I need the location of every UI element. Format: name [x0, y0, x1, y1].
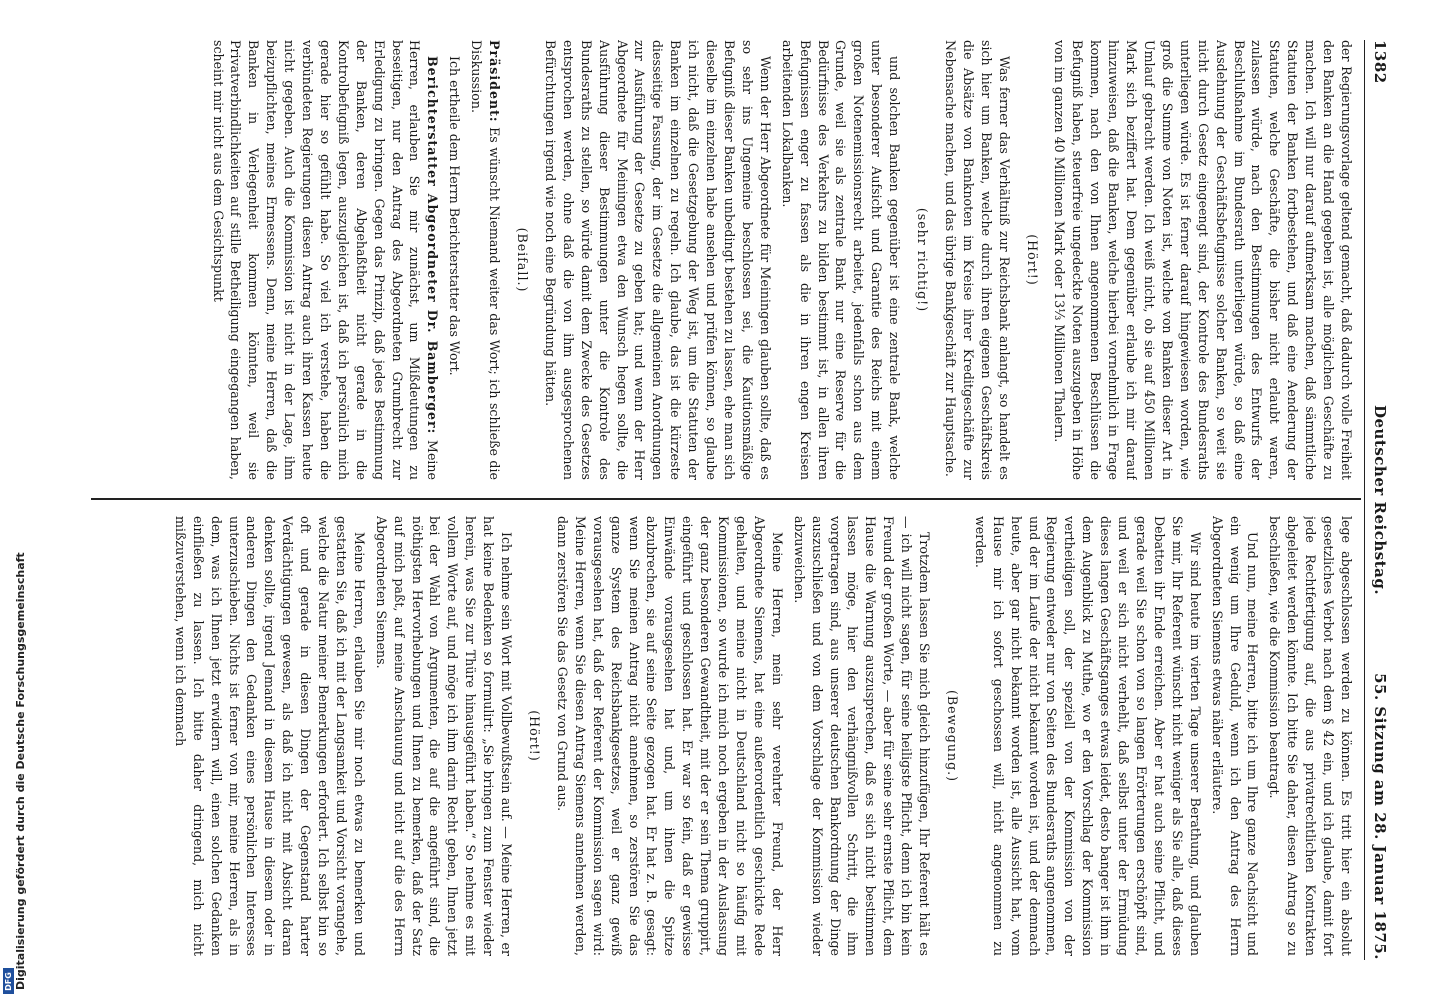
- header-rule: [1364, 40, 1365, 960]
- stage-direction: (Beifall.): [515, 227, 531, 293]
- paragraph: [467, 40, 503, 480]
- paragraph-text: Meine Herren, erlauben Sie mir noch etwas zu bemerken und gestatten Sie, daß ich mit der Langsamkeit und Vorsicht vorangehe, welche die Natur meiner Bemerkungen erfordert. Ich selbst bin so oft und gerade in diesen Dingen der Gegenstand harter Verdächtigungen gewesen, als daß ich nicht mit Absicht daran denken sollte, irgend Jemand in diesem Hause in diesem oder in anderen Dingen den Gedanken eines persönlichen Interesses unterzuschieben. Nichts ist ferner von mir, meine Herren, als in dem, was ich Ihnen jetzt erwidern will, einen solchen Gedanken einfließen zu lassen. Ich bitte daher dringend, mich nicht mißzuverstehen, wenn ich demnach: [172, 516, 367, 956]
- paragraph: [553, 516, 786, 956]
- right-column: [95, 516, 1355, 956]
- stage-direction: (Hört!): [527, 710, 543, 762]
- dfg-logo-text: DFG: [4, 971, 14, 991]
- paragraph: [778, 40, 903, 480]
- speaker-name: Präsident:: [487, 40, 503, 123]
- paragraph-text: und solchen Banken gegenüber ist eine zentrale Bank, welche unter besonderer Aufsicht und Garantie des Reichs mit einem großen Notenemissionsrecht arbeitet, jedenfalls schon aus dem Grunde, weil sie als zentrale Bank nur eine Reserve für die Bedürfnisse des Verkehrs zu bilden bestimmt ist, in allen ihren Befugnissen enger zu fassen als die in ihren engen Kreisen arbeitenden Lokalbanken.: [779, 40, 903, 480]
- paragraph-text: Meine Herren, erlauben Sie mir zunächst, um Mißdeutungen zu beseitigen, nur den Antrag des Abgeordneten Grumbrecht zur Erledigung zu bringen. Gegen das Prinzip, daß jedes Bestimmung der Banken, deren Abgehaßtheit nicht gerade in die Kontrolbefugniß legen, auszugleichen ist, daß ich persönlich mich gerade hier so gefühlt habe. So viel ich verstehe, haben die verbündeten Regierungen diesen Antrag auch ihren Kassen heute nicht gegeben. Auch die Kommission ist nicht in der Lage, ihm beizupflichten, meines Ermessens. Denn, meine Herren, daß die Banken in Verlegenheit kommen könnten, weil sie Privatverbindlichkeiten auf stille Betheiligung eingegangen haben, scheint mir nicht aus dem Gesichtspunkt: [210, 40, 441, 480]
- rotated-page-content: [75, 40, 1395, 960]
- header-title: Deutscher Reichstag.: [1371, 404, 1389, 596]
- stage-direction: (Bewegung.): [944, 689, 960, 783]
- paragraph-text: Ich nehme sein Wort mit Vollbewußtsein auf. — Meine Herren, er hat keine Bedenken so formulirt: „Sie bringen zum Fenster wieder herein, was Sie zur Thüre hinausgeführt haben.“ So nehme es mit vollem Worte auf, und möge ich ihm darin Recht geben, Ihnen jetzt bei der Wahl von Argumenten, die auf die angeführt sind, die nöthigsten Hervorhebungen und Ihnen zu bemerken, daß der Satz auf mich paßt, auf meine Anschauung und nicht auf die des Herrn Abgeordneten Siemens.: [373, 516, 515, 956]
- paragraph: [541, 40, 774, 480]
- page-header: [1365, 40, 1395, 960]
- paragraph: [1265, 516, 1355, 956]
- paragraph: [790, 516, 933, 956]
- dfg-logo: [3, 968, 14, 994]
- paragraph-text: der Regierungsvorlage geltend gemacht, daß dadurch volle Freiheit den Banken an die Hand gegeben ist, alle möglichen Geschäfte zu machen. Ich will nur darauf aufmerksam machen, daß sämmtliche Statuten der Banken fortbestehen, und daß eine Aenderung der Statuten, welche Geschäfte, die bisher nicht erlaubt waren, zulassen würde, nach den Bestimmungen des Entwurfs der Beschlußnahme im Bundesrath unterliegen würde, so daß eine Ausdehnung der Geschäftsbefugnisse solcher Banken, so weit sie nicht durch Gesetz eingeengt sind, der Kontrole des Bundesraths unterliegen würde. Es ist ferner darauf hingewiesen worden, wie groß die Summe von Noten ist, welche von Banken dieser Art in Umlauf gebracht werden. Ich weiß nicht, ob sie auf 450 Millionen Mark sich beziffert hat. Dem gegenüber erlaube ich mir darauf hinzuweisen, daß die Banken, welche hierbei vornehmlich in Frage kommen, nach den von Ihnen angenommenen Beschlüssen die Befugniß haben, steuerfreie ungedeckte Noten auszugeben in Höhe von im ganzen 40 Millionen Mark oder 13⅓ Millionen Thalern.: [1052, 40, 1354, 480]
- page-number: 1382: [1371, 40, 1389, 84]
- column-divider: [91, 498, 1361, 500]
- paragraph: [209, 40, 442, 480]
- paragraph: [372, 516, 515, 956]
- paragraph: [1051, 40, 1355, 480]
- session-line: 55. Sitzung am 28. Januar 1875.: [1371, 673, 1389, 960]
- stage-direction: (Hört!): [1024, 234, 1040, 286]
- paragraph-text: Wenn der Herr Abgeordnete für Meiningen glauben sollte, daß es so sehr ins Ungemeine beschlossen sei, die Kautionsmäßige Befugniß dieser Banken unbedingt bestehen zu lassen, ehe man sich dieselbe im einzelnen habe ansehen und prüfen können, so glaube ich nicht, daß die Gesetzgebung der Weg ist, um die Statuten der Banken im einzelnen zu regeln. Ich glaube, das ist die kürzeste diesseitige Fassung, der im Gesetze die allgemeinen Anordnungen zur Ausführung der Gesetze zu geben hat; und wenn der Herr Abgeordnete für Meiningen etwa den Wunsch hegen sollte, die Ausführung dieser Bestimmungen unter die Kontrole des Bundesraths zu stellen, so würde damit dem Zwecke des Gesetzes entsprochen werden, ohne daß die von ihm ausgesprochenen Befürchtungen irgend wie noch eine Begründung hätten.: [542, 40, 773, 480]
- paragraph: [1208, 516, 1262, 956]
- paragraph-text: lege abgeschlossen werden zu können. Es tritt hier ein absolut gesetzliches Verbot nach dem § 42 ein, und ich glaube, damit fort jede Rechtfertigung auf, die aus privatrechtlichen Kontrakten abgeleitet werden könnte. Ich bitte Sie daher, diesen Antrag so zu beschließen, wie die Kommission beantragt.: [1267, 516, 1354, 956]
- speaker-name: Berichterstatter Abgeordneter Dr. Bamberger:: [425, 56, 441, 435]
- paragraph: [971, 516, 1204, 956]
- paragraph: [445, 40, 463, 480]
- paragraph: [171, 516, 368, 956]
- paragraph-text: Trotzdem lassen Sie mich gleich hinzufügen, Ihr Referent hält es — ich will nicht sagen, für seine heiligste Pflicht, denn ich bin kein Freund der großen Worte, — aber für seine sehr ernste Pflicht, dem Hause die Warnung auszusprechen, daß es sich nicht bestimmen lassen möge, hier den verhängnißvollen Schritt, die ihm vorgetragen sind, aus unserer deutschen Bankordnung der Dinge auszuschließen und von dem Vorschlage der Kommission wieder abzuweichen.: [791, 516, 933, 956]
- paragraph-text: Wir sind heute im vierten Tage unserer Berathung, und glauben Sie mir, Ihr Referent wünscht nicht weniger als Sie alle, daß dieses Debatten ihr Ende erreichen. Aber er hat auch seine Pflicht, und gerade weil Sie schon von so langen Erörterungen erschöpft sind, und weil er sich nicht verhehlt, daß selbst unter der Ermüdung dieses langen Geschäftsganges etwas leidet, desto banger ist ihm in dem Augenblick zu Muthe, wo er den Vorschlag der Kommission vertheidigen soll, der speziell von der Kommission von der Regierung entweder nur von Seiten des Bundesraths angenommen, und der im Laufe der nicht bekannt worden ist, und der demnach heute, aber gar nicht bekannt worden ist, alle Aussicht hat, vom Hause mir ich sofort geschossen will, nicht angenommen zu werden.: [972, 516, 1203, 956]
- paragraph-text: Was ferner das Verhältniß zur Reichsbank anlangt, so handelt es sich hier um Banken, welche durch ihren eigenen Geschäftskreis die Absätze von Banknoten im Kreise ihrer Kreditgeschäfte zur Nebensache machen, und das übrige Bankgeschäft zur Hauptsache.: [942, 40, 1012, 480]
- left-column: [95, 40, 1355, 480]
- footer-strip: [0, 0, 27, 1000]
- funding-credit: Digitalisierung gefördert durch die Deutsche Forschungsgemeinschaft: [14, 552, 27, 990]
- paragraph: [941, 40, 1013, 480]
- paragraph-text: Meine Herren, mein sehr verehrter Freund, der Herr Abgeordnete Siemens, hat eine außerordentlich geschickte Rede gehalten, und meine nicht in Deutschland nicht so häufig mit Kommissionen, so wurde ich mich noch ergeben in der Auslassung der ganz besonderen Gewandtheit, mit der er sein Thema gruppirt, eingeführt und geschlossen hat. Er war so fein, daß er gewisse Einwände vorausgesehen hat und, um ihnen die Spitze abzubrechen, sie auf seine Seite gezogen hat. Er hat z. B. gesagt: wenn Sie meinen Antrag nicht annehmen, so zerstören Sie das ganze System des Reichsbankgesetzes, weil er ganz gewiß vorausgesehen hat, daß der Referent der Kommission sagen wird: Meine Herren, wenn Sie diesen Antrag Siemens annehmen werden, dann zerstören Sie das Gesetz von Grund aus.: [554, 516, 785, 956]
- paragraph-text: Es wünscht Niemand weiter das Wort; ich schließe die Diskussion.: [469, 40, 503, 480]
- paragraph-text: Ich ertheile dem Herrn Berichterstatter das Wort.: [447, 56, 463, 376]
- paragraph-text: Und nun, meine Herren, bitte ich um Ihre ganze Nachsicht und ein wenig um Ihre Geduld, wenn ich den Antrag des Herrn Abgeordneten Siemens etwas näher erläutere.: [1209, 516, 1261, 956]
- stage-direction: (sehr richtig!): [915, 207, 931, 313]
